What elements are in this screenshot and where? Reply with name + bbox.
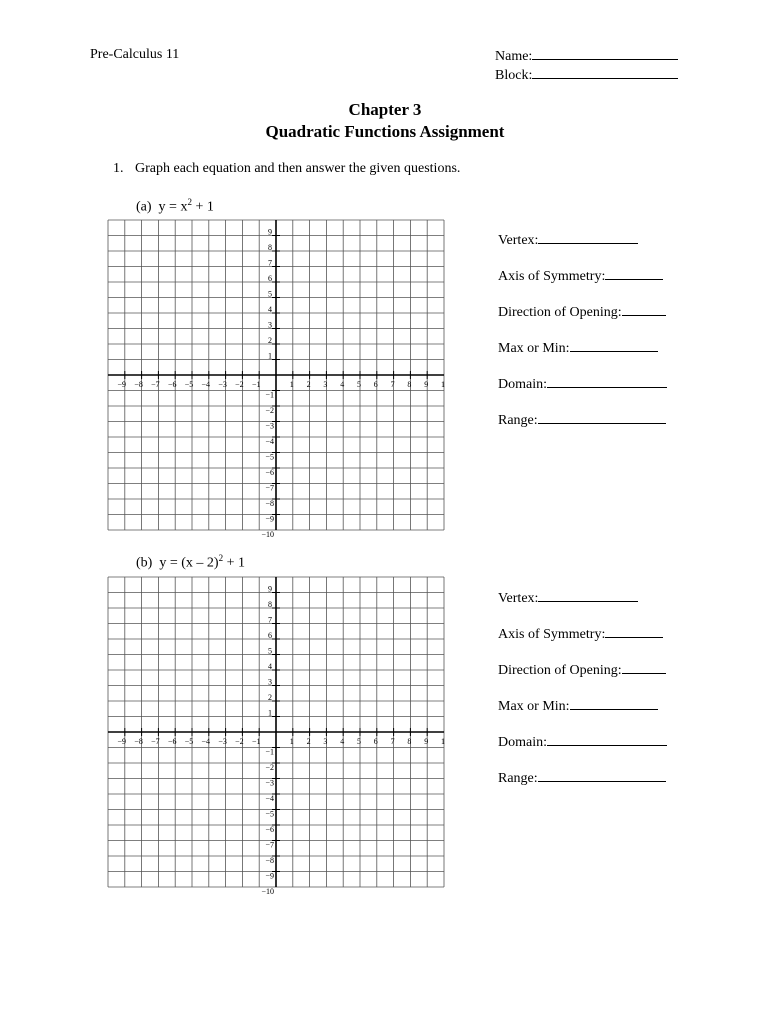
answer-blank[interactable] — [605, 267, 663, 280]
x-tick-label: −1 — [251, 380, 261, 389]
x-tick-label: −4 — [201, 380, 211, 389]
block-field[interactable] — [495, 66, 678, 85]
answer-row — [498, 769, 667, 805]
x-tick-label: 8 — [407, 737, 412, 746]
answer-label: Axis of Symmetry: — [498, 627, 606, 642]
x-tick-label: 5 — [357, 380, 361, 389]
answer-row — [498, 661, 667, 697]
x-tick-label: −9 — [117, 380, 127, 389]
student-info — [495, 47, 678, 85]
answer-label: Max or Min: — [498, 699, 570, 714]
answer-label: Range: — [498, 771, 538, 786]
name-blank[interactable] — [532, 47, 678, 60]
x-tick-label: 7 — [390, 380, 395, 389]
answer-row — [498, 589, 667, 625]
assignment-title: Quadratic Functions Assignment — [265, 122, 505, 141]
y-tick-label: −3 — [265, 421, 274, 431]
y-tick-label: −6 — [265, 468, 274, 477]
y-tick-label: −1 — [265, 747, 274, 757]
name-label: Name: — [495, 49, 533, 64]
x-tick-label: −2 — [235, 737, 244, 746]
x-tick-label: −1 — [251, 737, 261, 746]
x-tick-label: 1 — [289, 737, 294, 746]
answer-row — [498, 375, 667, 411]
x-tick-label: −4 — [201, 737, 211, 746]
x-tick-label: −8 — [134, 380, 143, 389]
y-tick-label: −2 — [265, 406, 274, 415]
answer-blank[interactable] — [547, 375, 667, 388]
y-tick-label: 6 — [268, 274, 272, 283]
x-tick-label: 6 — [373, 737, 378, 746]
answer-blank[interactable] — [538, 589, 638, 602]
part-b-equation — [136, 553, 245, 572]
y-tick-label: −10 — [261, 530, 274, 539]
y-tick-label: −8 — [265, 856, 274, 865]
y-tick-label: −5 — [265, 809, 274, 819]
answer-row — [498, 625, 667, 661]
x-tick-label: 1 — [441, 737, 445, 746]
y-tick-label: −6 — [265, 825, 274, 834]
x-tick-label: −7 — [151, 737, 160, 746]
x-tick-label: 2 — [306, 737, 311, 746]
y-tick-label: 5 — [268, 289, 272, 299]
x-tick-label: −8 — [134, 737, 143, 746]
y-tick-label: 8 — [268, 600, 272, 609]
question-1 — [113, 161, 460, 177]
block-label: Block: — [495, 68, 533, 83]
y-tick-label: 4 — [268, 305, 272, 314]
x-tick-label: −7 — [151, 380, 160, 389]
y-tick-label: −7 — [265, 483, 274, 493]
x-tick-label: 2 — [306, 380, 311, 389]
y-tick-label: −4 — [265, 437, 274, 446]
question-text: Graph each equation and then answer the given questions. — [135, 161, 461, 176]
part-b-questions — [498, 589, 667, 805]
x-tick-label: −9 — [117, 737, 127, 746]
y-tick-label: 6 — [268, 631, 272, 640]
answer-row — [498, 231, 667, 267]
course-title: Pre-Calculus 11 — [90, 47, 180, 62]
x-tick-label: 3 — [323, 380, 328, 389]
y-tick-label: −10 — [261, 887, 274, 896]
y-tick-label: 9 — [268, 227, 272, 237]
x-tick-label: −6 — [167, 380, 177, 389]
x-tick-label: −3 — [218, 737, 227, 746]
x-tick-label: 4 — [340, 380, 345, 389]
answer-label: Domain: — [498, 377, 547, 392]
answer-blank[interactable] — [538, 411, 666, 424]
x-tick-label: 3 — [323, 737, 328, 746]
part-a-equation — [136, 197, 214, 216]
y-tick-label: 2 — [268, 693, 272, 702]
answer-blank[interactable] — [547, 733, 667, 746]
coordinate-grid-a[interactable] — [108, 220, 445, 539]
block-blank[interactable] — [532, 66, 678, 79]
answer-blank[interactable] — [538, 769, 666, 782]
x-tick-label: 6 — [373, 380, 378, 389]
y-tick-label: −2 — [265, 763, 274, 772]
y-tick-label: 2 — [268, 336, 272, 345]
x-tick-label: 8 — [407, 380, 412, 389]
y-tick-label: −9 — [265, 871, 274, 881]
y-tick-label: 3 — [268, 677, 272, 687]
answer-row — [498, 411, 667, 447]
y-tick-label: 7 — [268, 258, 272, 268]
y-tick-label: −4 — [265, 794, 274, 803]
answer-label: Vertex: — [498, 233, 539, 248]
x-tick-label: 9 — [424, 380, 429, 389]
equation-prefix: y = (x – 2) — [159, 555, 219, 571]
y-tick-label: 3 — [268, 320, 272, 330]
part-label: (b) — [136, 555, 153, 571]
y-tick-label: −1 — [265, 390, 274, 400]
answer-label: Vertex: — [498, 591, 539, 606]
y-tick-label: 1 — [268, 351, 272, 361]
name-field[interactable] — [495, 47, 678, 66]
answer-blank[interactable] — [570, 339, 658, 352]
answer-label: Direction of Opening: — [498, 663, 622, 678]
answer-label: Domain: — [498, 735, 547, 750]
question-number: 1. — [113, 161, 124, 176]
answer-row — [498, 267, 667, 303]
y-tick-label: 1 — [268, 708, 272, 718]
y-tick-label: −7 — [265, 840, 274, 850]
answer-blank[interactable] — [622, 303, 666, 316]
equation-exponent: 2 — [187, 197, 192, 207]
equation-prefix: y = x — [158, 199, 188, 215]
y-tick-label: −3 — [265, 778, 274, 788]
x-tick-label: −5 — [184, 380, 194, 389]
answer-label: Direction of Opening: — [498, 305, 622, 320]
answer-row — [498, 339, 667, 375]
x-tick-label: −3 — [218, 380, 227, 389]
x-tick-label: 4 — [340, 737, 345, 746]
y-tick-label: 9 — [268, 584, 272, 594]
answer-label: Axis of Symmetry: — [498, 269, 606, 284]
y-tick-label: −5 — [265, 452, 274, 462]
x-tick-label: 9 — [424, 737, 429, 746]
x-tick-label: 1 — [289, 380, 294, 389]
equation-exponent: 2 — [218, 553, 224, 563]
x-tick-label: −5 — [184, 737, 194, 746]
part-label: (a) — [136, 199, 152, 215]
y-tick-label: 8 — [268, 243, 272, 252]
answer-blank[interactable] — [605, 625, 663, 638]
answer-row — [498, 303, 667, 339]
x-tick-label: 7 — [390, 737, 395, 746]
answer-label: Max or Min: — [498, 341, 570, 356]
y-tick-label: −8 — [265, 499, 274, 508]
answer-row — [498, 733, 667, 769]
equation-suffix: + 1 — [191, 199, 214, 215]
x-tick-label: −6 — [167, 737, 177, 746]
part-a-questions — [498, 231, 667, 447]
x-tick-label: 1 — [441, 380, 445, 389]
answer-blank[interactable] — [570, 697, 658, 710]
answer-blank[interactable] — [622, 661, 666, 674]
y-tick-label: 5 — [268, 646, 272, 656]
answer-blank[interactable] — [538, 231, 638, 244]
x-tick-label: 5 — [357, 737, 361, 746]
coordinate-grid-b[interactable] — [108, 577, 445, 896]
y-tick-label: −9 — [265, 514, 274, 524]
x-tick-label: −2 — [235, 380, 244, 389]
answer-label: Range: — [498, 413, 538, 428]
y-tick-label: 4 — [268, 662, 272, 671]
chapter-title: Chapter 3 — [348, 100, 422, 119]
y-tick-label: 7 — [268, 615, 272, 625]
answer-row — [498, 697, 667, 733]
equation-suffix: + 1 — [223, 555, 245, 571]
